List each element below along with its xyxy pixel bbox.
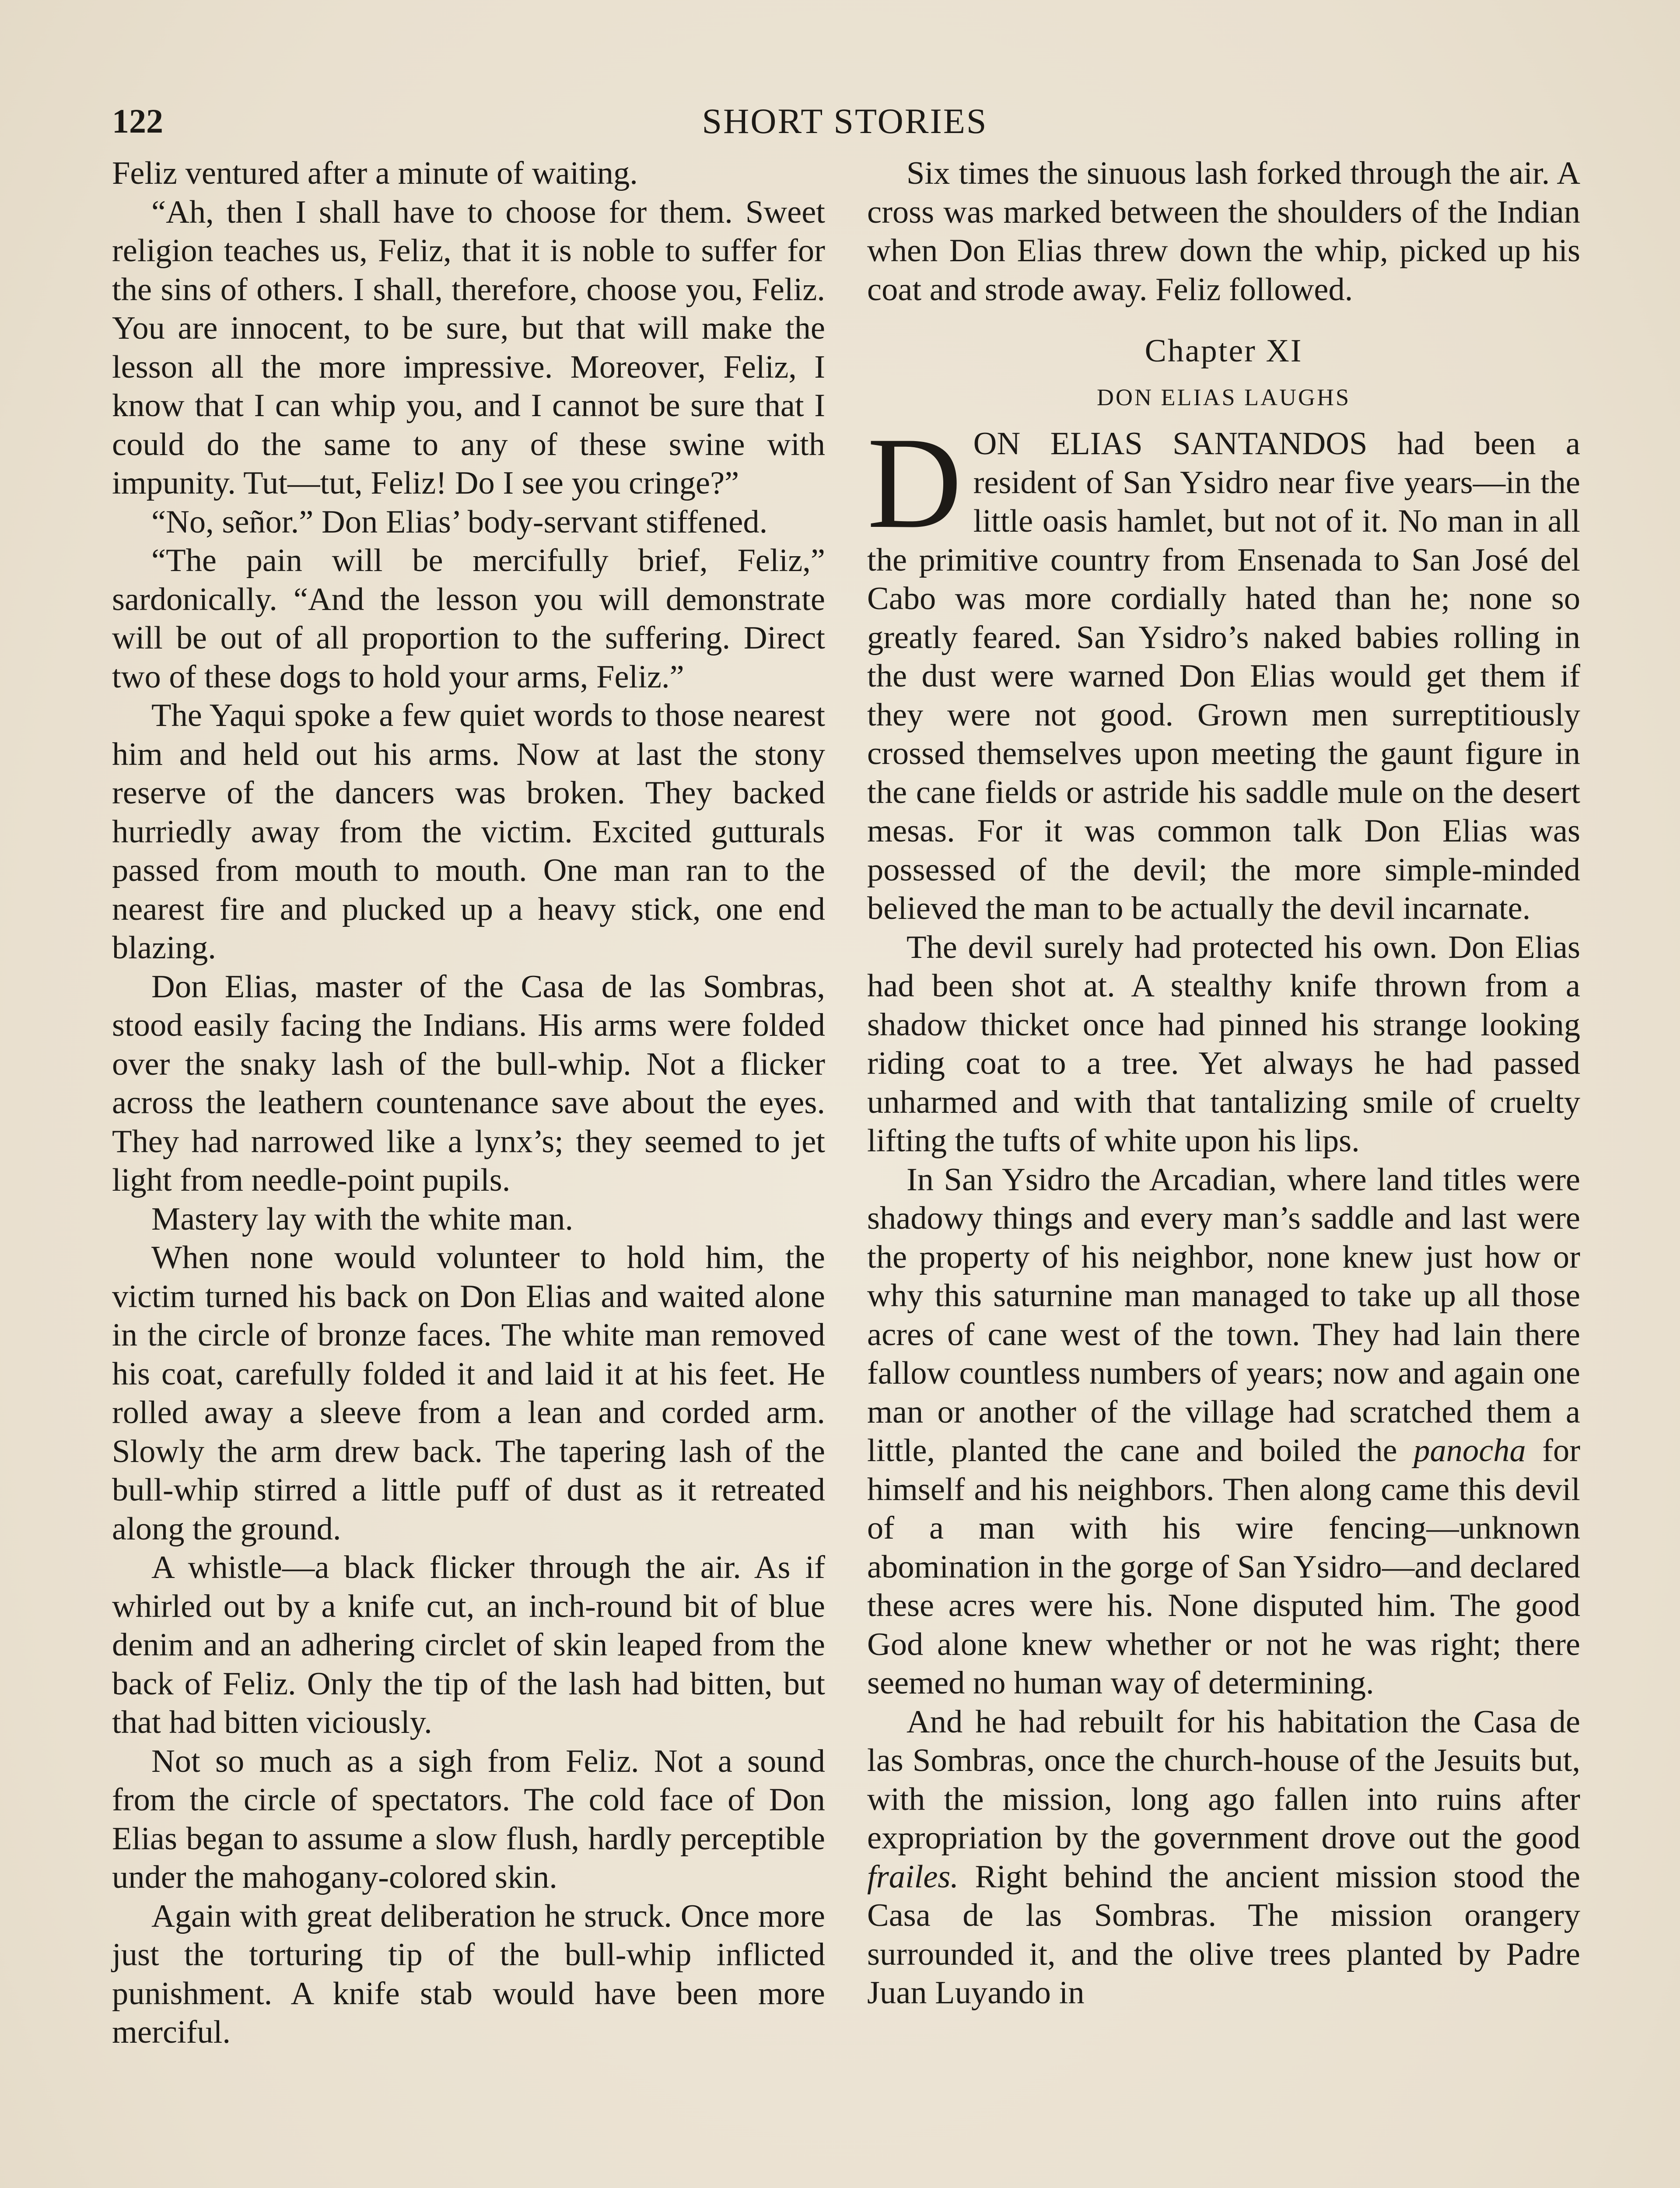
page-header	[112, 97, 1578, 145]
paragraph-text: And he had rebuilt for his habitation the Casa de las Sombras, once the church-house of the Jesuits but, with the mission, long ago fallen into ruins after expropriation by the government drove out the good	[867, 1704, 1580, 1856]
paragraph: The Yaqui spoke a few quiet words to those nearest him and held out his arms. Now at last the stony reserve of the dancers was broken. They backed hurriedly away from the victim. Excited gutturals passed from mouth to mouth. One man ran to the nearest fire and plucked up a heavy stick, one end blazing.	[112, 698, 825, 966]
paragraph: When none would volunteer to hold him, the victim turned his back on Don Elias and waited alone in the circle of bronze faces. The white man removed his coat, carefully folded it and laid it at his feet. He rolled away a sleeve from a lean and corded arm. Slowly the arm drew back. The tapering lash of the bull-whip stirred a little puff of dust as it retreated along the ground.	[112, 1240, 825, 1547]
paragraph: Not so much as a sigh from Feliz. Not a sound from the circle of spectators. The cold face of Don Elias began to assume a slow flush, hardly perceptible under the mahogany-colored skin.	[112, 1743, 825, 1895]
paragraph: Again with great deliberation he struck. Once more just the torturing tip of the bull-whip inflicted punishment. A knife stab would have been more merciful.	[112, 1898, 825, 2050]
running-head: SHORT STORIES	[702, 101, 988, 141]
paragraph-text: In San Ysidro the Arcadian, where land titles were shadowy things and every man’s saddle and last were the property of his neighbor, none knew just how or why this saturnine man managed to take up all those acres of cane west of the town. They had lain there fallow countless numbers of years; now and again one man or another of the village had scratched them a little, planted the cane and boiled the	[867, 1161, 1580, 1469]
italic-word: frailes.	[867, 1858, 959, 1895]
drop-cap: D	[867, 410, 962, 555]
paragraph: Don Elias, master of the Casa de las Sombras, stood easily facing the Indians. His arms were folded over the snaky lash of the bull-whip. Not a flicker across the leathern countenance save about the eyes. They had narrowed like a lynx’s; they seemed to jet light from needle-point pupils.	[112, 968, 825, 1198]
page-number: 122	[112, 102, 163, 140]
paragraph: The devil surely had protected his own. Don Elias had been shot at. A stealthy knife thrown from a shadow thicket once had pinned his strange looking riding coat to a tree. Yet always he had passed unharmed and with that tantalizing smile of cruelty lifting the tufts of white upon his lips.	[867, 929, 1580, 1159]
paragraph: “Ah, then I shall have to choose for them. Sweet religion teaches us, Feliz, that it is noble to suffer for the sins of others. I shall, therefore, choose you, Feliz. You are innocent, to be sure, but that will make the lesson all the more impressive. Moreover, Feliz, I know that I can whip you, and I cannot be sure that I could do the same to any of these swine with impunity. Tut—tut, Feliz! Do I see you cringe?”	[112, 194, 825, 501]
chapter-opening-paragraph	[867, 410, 1580, 928]
right-column	[867, 154, 1580, 2013]
italic-word: panocha	[1414, 1433, 1526, 1469]
paragraph: Feliz ventured after a minute of waiting.	[112, 155, 638, 191]
chapter-subtitle: DON ELIAS LAUGHS	[1097, 384, 1351, 410]
paragraph: “The pain will be mercifully brief, Feliz,” sardonically. “And the lesson you will demonstrate will be out of all proportion to the suffering. Direct two of these dogs to hold your arms, Feliz.”	[112, 543, 825, 695]
paragraph: Six times the sinuous lash forked through the air. A cross was marked between the shoulders of the Indian when Don Elias threw down the whip, picked up his coat and strode away. Feliz followed.	[867, 155, 1580, 308]
paragraph: A whistle—a black flicker through the air. As if whirled out by a knife cut, an inch-round bit of blue denim and an adhering circlet of skin leaped from the back of Feliz. Only the tip of the lash had bitten, but that had bitten viciously.	[112, 1550, 825, 1740]
paragraph	[867, 1703, 1580, 2013]
paragraph: Mastery lay with the white man.	[151, 1201, 574, 1237]
paragraph-text: for himself and his neighbors. Then along came this devil of a man with his wire fencing—unknown abomination in the gorge of San Ysidro—and declared these acres were his. None disputed him. The good God alone knew whether or not he was right; there seemed no human way of determining.	[867, 1433, 1581, 1701]
left-column	[112, 154, 825, 2052]
paragraph-text: Right behind the ancient mission stood the Casa de las Sombras. The mission orangery surrounded it, and the olive trees planted by Padre Juan Luyando in	[867, 1858, 1580, 2011]
paragraph: “No, señor.” Don Elias’ body-servant stiffened.	[151, 504, 768, 540]
opening-text: ON ELIAS SANTANDOS had been a resident of San Ysidro near five years—in the little oasis hamlet, but not of it. No man in all the primitive country from Ensenada to San José del Cabo was more cordially hated than he; none so greatly feared. San Ysidro’s naked babies rolling in the dust were warned Don Elias would get them if they were not good. Grown men surreptitiously crossed themselves upon meeting the gaunt figure in the cane fields or astride his saddle mule on the desert mesas. For it was common talk Don Elias was possessed of the devil; the more simple-minded believed the man to be actually the devil incarnate.	[867, 426, 1580, 926]
chapter-title: Chapter XI	[1144, 333, 1303, 369]
paragraph	[867, 1161, 1580, 1703]
